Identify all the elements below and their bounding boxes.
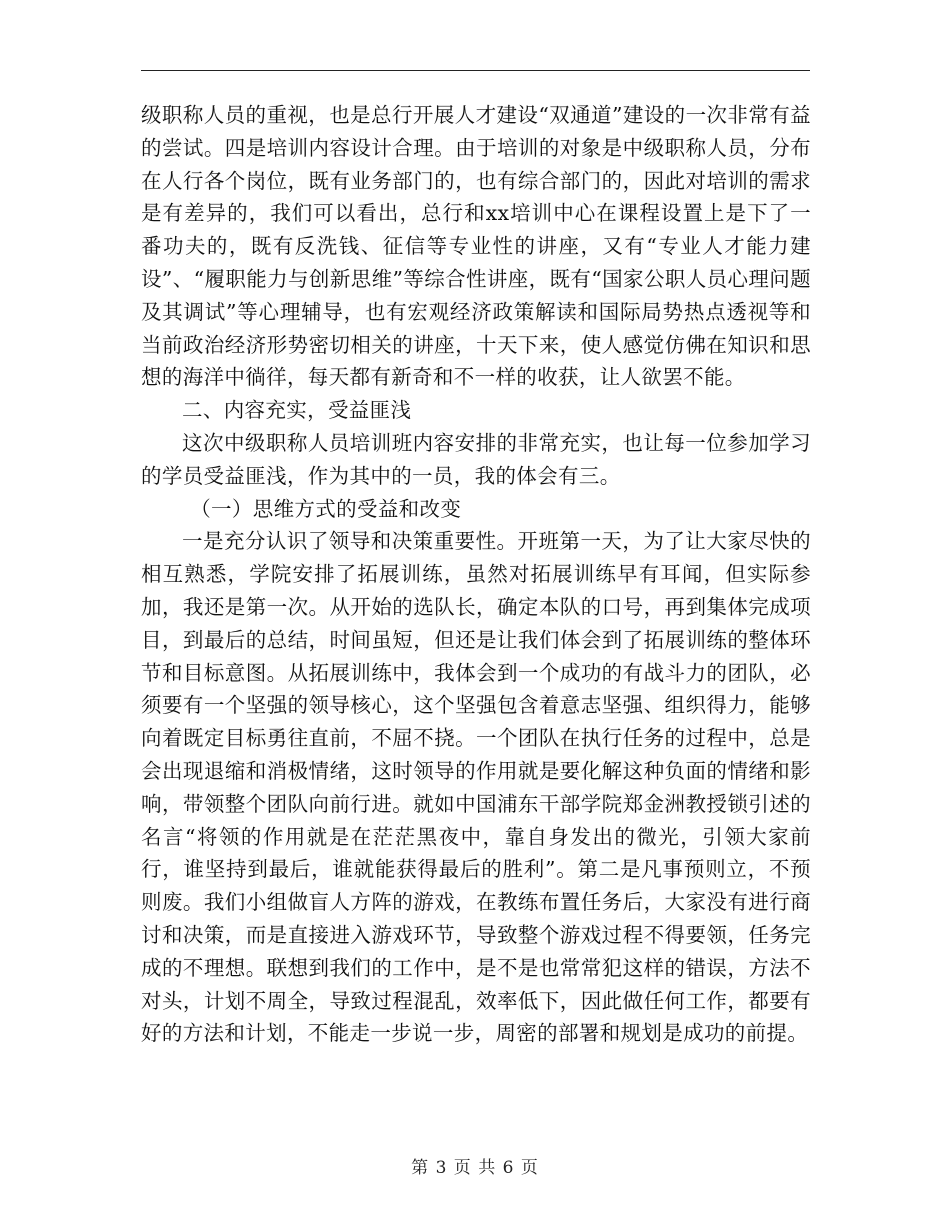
body-text [141,99,811,1050]
paragraph-continuation: 级职称人员的重视，也是总行开展人才建设“双通道”建设的一次非常有益的尝试。四是培训内容设计合理。由于培训的对象是中级职称人员，分布在人行各个岗位，既有业务部门的，也有综合部门的，因此对培训的需求是有差异的，我们可以看出，总行和xx培训中心在课程设置上是下了一番功夫的，既有反洗钱、征信等专业性的讲座，又有“专业人才能力建设”、“履职能力与创新思维”等综合性讲座，既有“国家公职人员心理问题及其调试”等心理辅导，也有宏观经济政策解读和国际局势热点透视等和当前政治经济形势密切相关的讲座，十天下来，使人感觉仿佛在知识和思想的海洋中徜徉，每天都有新奇和不一样的收获，让人欲罢不能。 [141,103,811,390]
subsection-heading: （一）思维方式的受益和改变 [190,496,462,521]
paragraph-body: 一是充分认识了领导和决策重要性。开班第一天，为了让大家尽快的相互熟悉，学院安排了拓展训练，虽然对拓展训练早有耳闻，但实际参加，我还是第一次。从开始的选队长，确定本队的口号，再到集体完成项目，到最后的总结，时间虽短，但还是让我们体会到了拓展训练的整体环节和目标意图。从拓展训练中，我体会到一个成功的有战斗力的团队，必须要有一个坚强的领导核心，这个坚强包含着意志坚强、组织得力，能够向着既定目标勇往直前，不屈不挠。一个团队在执行任务的过程中，总是会出现退缩和消极情绪，这时领导的作用就是要化解这种负面的情绪和影响，带领整个团队向前行进。就如中国浦东干部学院郑金洲教授锁引述的名言“将领的作用就是在茫茫黑夜中，靠自身发出的微光，引领大家前行，谁坚持到最后，谁就能获得最后的胜利”。第二是凡事预则立，不预则废。我们小组做盲人方阵的游戏，在教练布置任务后，大家没有进行商讨和决策，而是直接进入游戏环节，导致整个游戏过程不得要领，任务完成的不理想。联想到我们的工作中，是不是也常常犯这样的错误，方法不对头，计划不周全，导致过程混乱，效率低下，因此做任何工作，都要有好的方法和计划，不能走一步说一步，周密的部署和规划是成功的前提。 [141,529,811,1046]
section-heading: 二、内容充实，受益匪浅 [182,398,412,423]
header-rule [141,70,810,71]
paragraph-intro: 这次中级职称人员培训班内容安排的非常充实，也让每一位参加学习的学员受益匪浅，作为其中的一员，我的体会有三。 [141,430,811,488]
page-number-footer: 第 3 页 共 6 页 [411,1158,539,1178]
